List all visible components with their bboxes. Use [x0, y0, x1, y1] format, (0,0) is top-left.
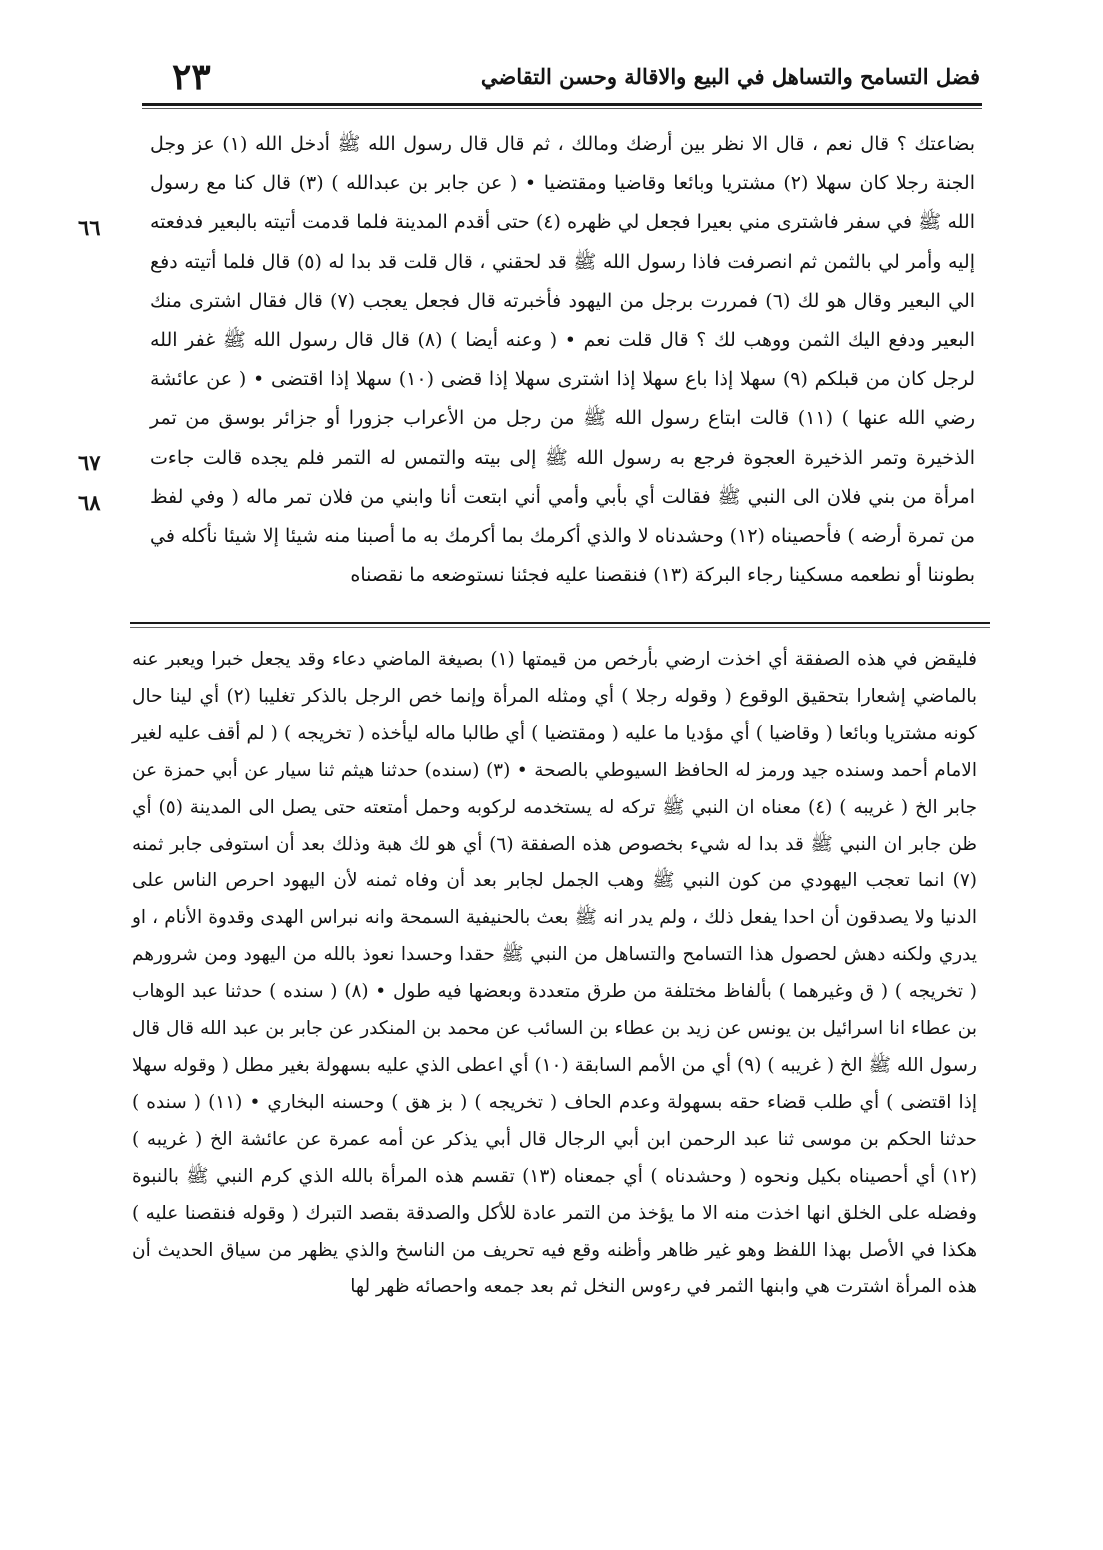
hadith-number: ٦٧: [78, 450, 101, 476]
header-rule: [142, 103, 982, 106]
section-divider: [130, 622, 990, 624]
main-text: [150, 125, 975, 595]
page-number: ٢٣: [172, 56, 211, 98]
header-rule-secondary: [142, 108, 982, 109]
hadith-number: ٦٨: [78, 489, 101, 515]
running-title: فضل التسامح والتساهل في البيع والاقالة وحسن التقاضي: [480, 64, 980, 89]
commentary-body: فليقض في هذه الصفقة أي اخذت ارضي بأرخص من قيمتها (١) بصيغة الماضي دعاء وقد يجعل خبرا ويعبر عنه بالماضي إشعارا بتحقيق الوقوع ( وقوله رجلا ) أي ومثله المرأة وإنما خص الرجل بالذكر تغليبا (٢) أي لينا حال كونه مشتريا وبائعا ( وقاضيا ) أي مؤديا ما عليه ( ومقتضيا ) أي طالبا ماله ليأخذه ( تخريجه ) ( لم أقف عليه لغير الامام أحمد وسنده جيد ورمز له الحافظ السيوطي بالصحة • (٣) (سنده) حدثنا هيثم ثنا سيار عن أبي حمزة عن جابر الخ ( غريبه ) (٤) معناه ان النبي ﷺ تركه له يستخدمه لركوبه وحمل أمتعته حتى يصل الى المدينة (٥) أي ظن جابر ان النبي ﷺ قد بدا له شيء بخصوص هذه الصفقة (٦) أي هو لك هبة وذلك بعد أن استوفى جابر ثمنه (٧) انما تعجب اليهودي من كون النبي ﷺ وهب الجمل لجابر بعد أن وفاه ثمنه لأن اليهود احرص الناس على الدنيا ولا يصدقون أن احدا يفعل ذلك ، ولم يدر انه ﷺ بعث بالحنيفية السمحة وانه نبراس الهدى وقدوة الأنام ، او يدري ولكنه دهش لحصول هذا التسامح والتساهل من النبي ﷺ حقدا وحسدا نعوذ بالله من اليهود ومن شرورهم ( تخريجه ) ( ق وغيرهما ) بألفاظ مختلفة من طرق متعددة وبعضها فيه طول • (٨) ( سنده ) حدثنا عبد الوهاب بن عطاء انا اسرائيل بن يونس عن زيد بن عطاء بن السائب عن محمد بن المنكدر عن جابر بن عبد الله قال قال رسول الله ﷺ الخ ( غريبه ) (٩) أي من الأمم السابقة (١٠) أي اعطى الذي عليه بسهولة بغير مطل ( وقوله سهلا إذا اقتضى ) أي طلب قضاء حقه بسهولة وعدم الحاف ( تخريجه ) ( بز هق ) وحسنه البخاري • (١١) ( سنده ) حدثنا الحكم بن موسى ثنا عبد الرحمن ابن أبي الرجال قال أبي يذكر عن أمه عمرة عن عائشة الخ ( غريبه ) (١٢) أي أحصيناه بكيل ونحوه ( وحشدناه ) أي جمعناه (١٣) تقسم هذه المرأة بالله الذي كرم النبي ﷺ بالنبوة وفضله على الخلق انها اخذت منه الا ما يؤخذ من التمر عادة للأكل والصدقة بقصد التبرك ( وقوله فنقصنا عليه ) هكذا في الأصل بهذا اللفظ وهو غير ظاهر وأظنه وقع فيه تحريف من الناسخ والذي يظهر من سياق الحديث أن هذه المرأة اشترت هي وابنها الثمر في رءوس النخل ثم بعد جمعه واحصائه ظهر لها: [132, 649, 978, 1298]
main-text-body: بضاعتك ؟ قال نعم ، قال الا نظر بين أرضك ومالك ، ثم قال قال رسول الله ﷺ أدخل الله (١) عز وجل الجنة رجلا كان سهلا (٢) مشتريا وبائعا وقاضيا ومقتضيا • ( عن جابر بن عبدالله ) (٣) قال كنا مع رسول الله ﷺ في سفر فاشترى مني بعيرا فجعل لي ظهره (٤) حتى أقدم المدينة فلما قدمت أتيته بالبعير فدفعته إليه وأمر لي بالثمن ثم انصرفت فاذا رسول الله ﷺ قد لحقني ، قال قلت قد بدا له (٥) قال فلما أتيته دفع الي البعير وقال هو لك (٦) فمررت برجل من اليهود فأخبرته قال فجعل يعجب (٧) قال فقال اشترى منك البعير ودفع اليك الثمن ووهب لك ؟ قال قلت نعم • ( وعنه أيضا ) (٨) قال قال رسول الله ﷺ غفر الله لرجل كان من قبلكم (٩) سهلا إذا باع سهلا إذا اشترى سهلا إذا قضى (١٠) سهلا إذا اقتضى • ( عن عائشة رضي الله عنها ) (١١) قالت ابتاع رسول الله ﷺ من رجل من الأعراب جزورا أو جزائر بوسق من تمر الذخيرة وتمر الذخيرة العجوة فرجع به رسول الله ﷺ إلى بيته والتمس له التمر فلم يجده قالت جاءت امرأة من بني فلان الى النبي ﷺ فقالت أي بأبي وأمي أني ابتعت أنا وابني من فلان تمر ماله ( وفي لفظ من تمرة أرضه ) فأحصيناه (١٢) وحشدناه لا والذي أكرمك بما أكرمك به ما أصبنا منه شيئا إلا شيئا نأكله في بطوننا أو نطعمه مسكينا رجاء البركة (١٣) فنقصنا عليه فجئنا نستوضعه ما نقصناه: [150, 133, 976, 587]
section-divider-secondary: [130, 627, 990, 628]
hadith-number: ٦٦: [78, 215, 101, 241]
page-header: [150, 52, 980, 100]
commentary-text: [132, 642, 977, 1306]
